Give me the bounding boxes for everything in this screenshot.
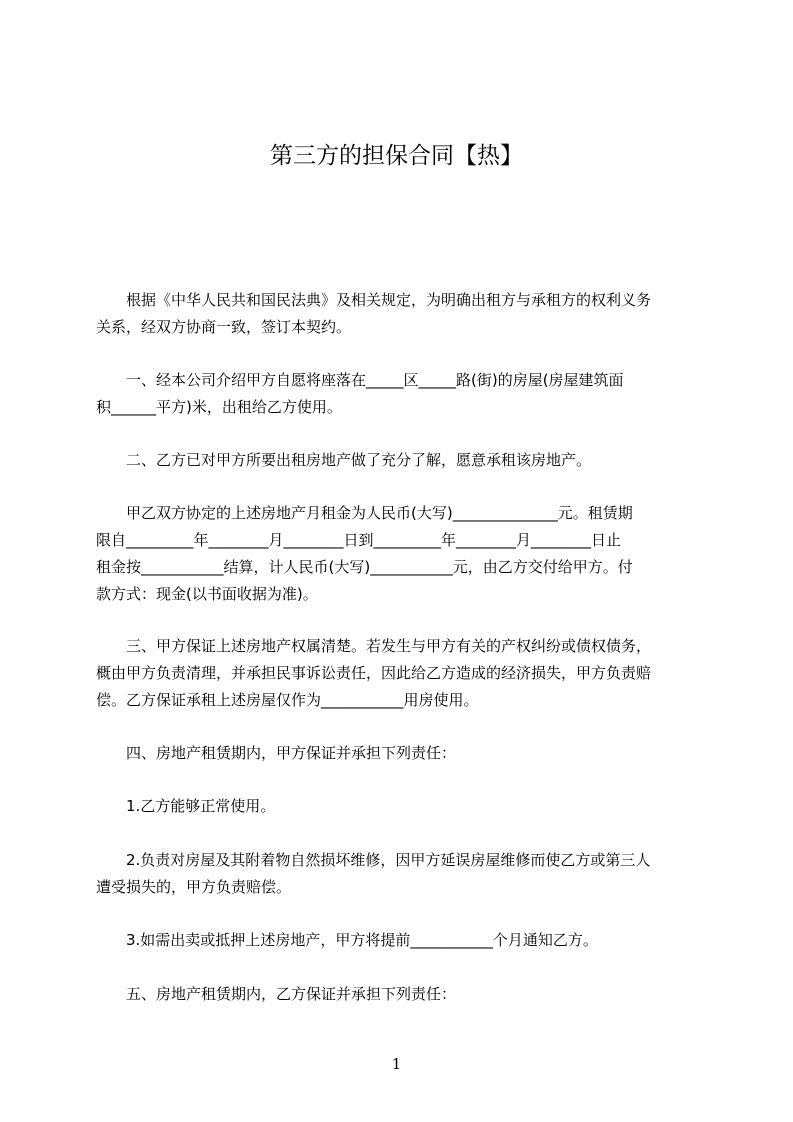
paragraph-clause-3 [96,633,703,714]
text-line: 二、乙方已对甲方所要出租房地产做了充分了解，愿意承租该房地产。 [96,451,592,469]
text-line: 甲乙双方协定的上述房地产月租金为人民币(大写)______________元。租赁期 [96,504,633,522]
page-number: 1 [391,1055,402,1073]
text-line: 款方式：现金(以书面收据为准)。 [96,585,318,603]
text-line: 五、房地产租赁期内，乙方保证并承担下列责任： [96,985,457,1003]
text-line: 遭受损失的，甲方负责赔偿。 [96,878,292,896]
text-line: 2.负责对房屋及其附着物自然损坏维修，因甲方延误房屋维修而使乙方或第三人 [96,851,651,869]
text-line: 概由甲方负责清理，并承担民事诉讼责任，因此给乙方造成的经济损失，甲方负责赔 [96,664,652,682]
text-line: 1.乙方能够正常使用。 [96,797,276,815]
text-line: 租金按___________结算，计人民币(大写)___________元，由乙方交付给甲方。付 [96,558,633,576]
paragraph-clause-2 [96,447,703,474]
paragraph-rent-terms [96,500,703,608]
paragraph-clause-5 [96,981,703,1008]
document-title: 第三方的担保合同【热】 [270,143,523,169]
paragraph-item-2 [96,847,703,901]
text-line: 根据《中华人民共和国民法典》及相关规定，为明确出租方与承租方的权利义务 [96,291,652,309]
paragraph-clause-4 [96,740,703,767]
text-line: 偿。乙方保证承租上述房屋仅作为___________用房使用。 [96,691,479,709]
text-line: 关系，经双方协商一致，签订本契约。 [96,318,352,336]
text-line: 一、经本公司介绍甲方自愿将座落在_____区_____路(街)的房屋(房屋建筑面 [96,371,624,389]
paragraph-item-3 [96,927,703,954]
text-line: 四、房地产租赁期内，甲方保证并承担下列责任： [96,744,457,762]
paragraph-clause-1 [96,367,703,421]
text-line: 3.如需出卖或抵押上述房地产，甲方将提前___________个月通知乙方。 [96,931,598,949]
paragraph-intro [96,287,703,341]
paragraph-item-1 [96,793,703,820]
text-line: 三、甲方保证上述房地产权属清楚。若发生与甲方有关的产权纠纷或债权债务， [96,637,652,655]
text-line: 积______平方)米，出租给乙方使用。 [96,398,342,416]
text-line: 限自_________年________月________日到_________年________月________日止 [96,531,622,549]
